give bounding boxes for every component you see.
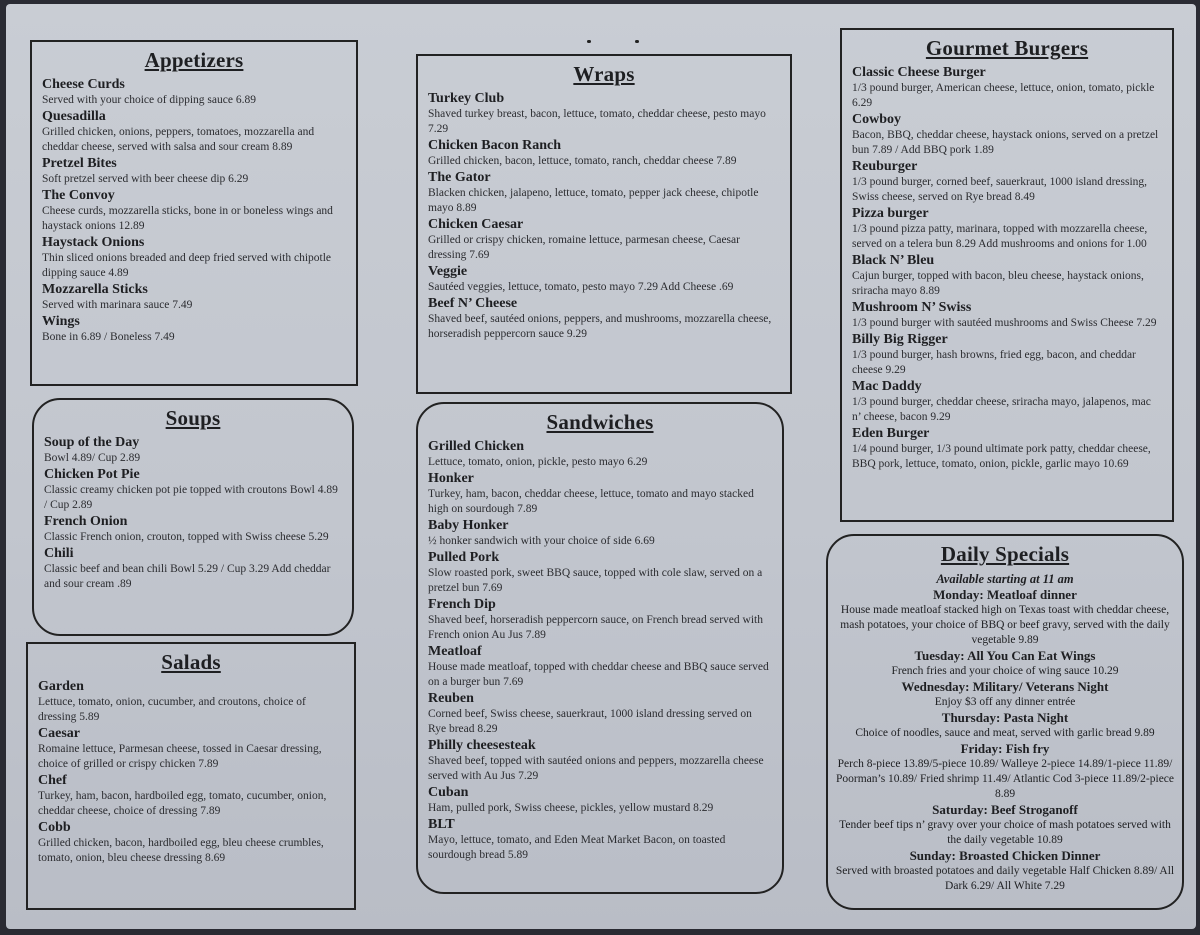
specials-availability: Available starting at 11 am (936, 572, 1074, 586)
sandwiches-section (416, 402, 784, 894)
menu-item (852, 379, 1162, 425)
specials-list (832, 587, 1178, 894)
menu-item-description: 1/3 pound burger, hash browns, fried egg, bacon, and cheddar cheese 9.29 (852, 349, 1136, 376)
menu-item-description: Lettuce, tomato, onion, cucumber, and croutons, choice of dressing 5.89 (38, 696, 306, 723)
menu-item-name: Cobb (38, 820, 71, 835)
menu-item (44, 514, 342, 545)
menu-item-description: Bacon, BBQ, cheddar cheese, haystack onions, served on a pretzel bun 7.89 / Add BBQ pork 1.89 (852, 129, 1159, 156)
burgers-list (852, 65, 1162, 472)
salads-list (38, 679, 344, 866)
menu-item (428, 644, 772, 690)
menu-item (428, 91, 780, 137)
special-day-description: Perch 8-piece 13.89/5-piece 10.89/ Walleye 2-piece 14.89/1-piece 11.89/ Poorman’s 10.89/ Fried shrimp 11.49/ Atlantic Cod 3-piece 11.89/2-piece 8.89 (835, 758, 1175, 800)
menu-item-name: Classic Cheese Burger (852, 65, 986, 80)
menu-item (42, 235, 346, 281)
menu-item-name: French Dip (428, 597, 496, 612)
menu-item-name: Cuban (428, 785, 469, 800)
menu-item (428, 439, 772, 470)
specials-title: Daily Specials (940, 542, 1070, 566)
menu-item-description: Thin sliced onions breaded and deep fried served with chipotle dipping sauce 4.89 (42, 252, 332, 279)
wraps-list (428, 91, 780, 342)
menu-item-description: House made meatloaf, topped with cheddar cheese and BBQ sauce served on a burger bun 7.69 (428, 661, 769, 688)
menu-item-description: Shaved beef, horseradish peppercorn sauce, on French bread served with French onion Au Jus 7.89 (428, 614, 763, 641)
menu-item (852, 300, 1162, 331)
menu-item-description: 1/3 pound burger, corned beef, sauerkraut, 1000 island dressing, Swiss cheese, served on Rye bread 8.49 (852, 176, 1148, 203)
wraps-section (416, 54, 792, 394)
menu-item-name: Wings (42, 314, 80, 329)
menu-item-description: Blacken chicken, jalapeno, lettuce, tomato, pepper jack cheese, chipotle mayo 8.89 (428, 187, 759, 214)
menu-item (42, 314, 346, 345)
special-day-heading: Saturday: Beef Stroganoff (932, 802, 1078, 817)
menu-item-description: Served with marinara sauce 7.49 (42, 299, 193, 311)
menu-item-description: Corned beef, Swiss cheese, sauerkraut, 1000 island dressing served on Rye bread 8.29 (428, 708, 752, 735)
menu-item-name: Garden (38, 679, 84, 694)
menu-item-name: Chicken Caesar (428, 217, 524, 232)
fold-mark (587, 40, 591, 43)
menu-item-description: 1/3 pound burger with sautéed mushrooms and Swiss Cheese 7.29 (852, 317, 1157, 329)
special-day (832, 587, 1178, 648)
menu-item-name: Chili (44, 546, 74, 561)
menu-item-description: Slow roasted pork, sweet BBQ sauce, topped with cole slaw, served on a pretzel bun 7.69 (428, 567, 763, 594)
menu-item-name: Baby Honker (428, 518, 509, 533)
menu-item (852, 206, 1162, 252)
burgers-title: Gourmet Burgers (925, 36, 1089, 60)
menu-item (428, 296, 780, 342)
salads-title: Salads (161, 650, 221, 674)
menu-item-name: Caesar (38, 726, 80, 741)
menu-item-name: Mac Daddy (852, 379, 922, 394)
menu-item-name: Chicken Bacon Ranch (428, 138, 562, 153)
menu-item-name: Beef N’ Cheese (428, 296, 518, 311)
burgers-section (840, 28, 1174, 522)
menu-item-description: Grilled chicken, onions, peppers, tomatoes, mozzarella and cheddar cheese, served with salsa and sour cream 8.89 (42, 126, 315, 153)
special-day (832, 848, 1178, 894)
menu-item-description: Turkey, ham, bacon, hardboiled egg, tomato, cucumber, onion, cheddar cheese, choice of dressing 7.89 (38, 790, 327, 817)
menu-item (428, 518, 772, 549)
menu-item-name: Honker (428, 471, 474, 486)
special-day (832, 648, 1178, 679)
special-day (832, 679, 1178, 710)
special-day-heading: Monday: Meatloaf dinner (933, 587, 1077, 602)
menu-item (428, 138, 780, 169)
menu-item-description: 1/3 pound pizza patty, marinara, topped with mozzarella cheese, served on a telera bun 8.29 Add mushrooms and onions for 1.00 (852, 223, 1148, 250)
menu-item (852, 426, 1162, 472)
special-day (832, 741, 1178, 802)
menu-item (428, 785, 772, 816)
menu-item-name: Chicken Pot Pie (44, 467, 140, 482)
menu-item-name: French Onion (44, 514, 128, 529)
menu-item (44, 435, 342, 466)
soups-list (44, 435, 342, 592)
soups-section (32, 398, 354, 636)
menu-item (44, 467, 342, 513)
specials-section (826, 534, 1184, 910)
menu-item-name: Cheese Curds (42, 77, 125, 92)
menu-item-name: Meatloaf (428, 644, 482, 659)
special-day (832, 710, 1178, 741)
menu-item (42, 188, 346, 234)
menu-item-description: Mayo, lettuce, tomato, and Eden Meat Market Bacon, on toasted sourdough bread 5.89 (428, 834, 726, 861)
menu-item-description: Cheese curds, mozzarella sticks, bone in or boneless wings and haystack onions 12.89 (42, 205, 333, 232)
menu-item-description: Grilled or crispy chicken, romaine lettuce, parmesan cheese, Caesar dressing 7.69 (428, 234, 740, 261)
menu-item-description: Soft pretzel served with beer cheese dip 6.29 (42, 173, 249, 185)
special-day-heading: Thursday: Pasta Night (941, 710, 1069, 725)
menu-item (42, 156, 346, 187)
menu-item (428, 738, 772, 784)
menu-item-description: Lettuce, tomato, onion, pickle, pesto mayo 6.29 (428, 456, 648, 468)
menu-item-name: Philly cheesesteak (428, 738, 536, 753)
sandwiches-list (428, 439, 772, 863)
sandwiches-title: Sandwiches (546, 410, 654, 434)
menu-item (428, 264, 780, 295)
menu-item-name: Pizza burger (852, 206, 929, 221)
menu-item-name: Chef (38, 773, 67, 788)
menu-item-description: 1/4 pound burger, 1/3 pound ultimate pork patty, cheddar cheese, BBQ pork, lettuce, tomato, onion, pickle, garlic mayo 10.69 (852, 443, 1151, 470)
salads-section (26, 642, 356, 910)
menu-item-description: ½ honker sandwich with your choice of side 6.69 (428, 535, 655, 547)
menu-item-name: Veggie (428, 264, 468, 279)
menu-item-name: Mushroom N’ Swiss (852, 300, 972, 315)
menu-item (38, 820, 344, 866)
special-day (832, 802, 1178, 848)
menu-item-name: Quesadilla (42, 109, 106, 124)
menu-item (428, 550, 772, 596)
menu-item-name: Mozzarella Sticks (42, 282, 148, 297)
special-day-heading: Tuesday: All You Can Eat Wings (914, 648, 1096, 663)
menu-item (42, 109, 346, 155)
fold-mark (635, 40, 639, 43)
menu-item-description: Sautéed veggies, lettuce, tomato, pesto mayo 7.29 Add Cheese .69 (428, 281, 734, 293)
menu-item-name: Reuben (428, 691, 474, 706)
menu-item-name: The Gator (428, 170, 491, 185)
wraps-title: Wraps (573, 62, 635, 86)
soups-title: Soups (165, 406, 221, 430)
appetizers-section (30, 40, 358, 386)
menu-item-name: Pretzel Bites (42, 156, 117, 171)
menu-item-description: Turkey, ham, bacon, cheddar cheese, lettuce, tomato and mayo stacked high on sourdough 7.89 (428, 488, 754, 515)
menu-item (428, 471, 772, 517)
menu-item-name: Cowboy (852, 112, 902, 127)
menu-item (42, 77, 346, 108)
menu-item-description: Served with your choice of dipping sauce 6.89 (42, 94, 256, 106)
menu-item-name: Reuburger (852, 159, 918, 174)
menu-item (428, 170, 780, 216)
menu-item-name: Turkey Club (428, 91, 505, 106)
menu-item-description: Shaved beef, topped with sautéed onions and peppers, mozzarella cheese served with Au Jus 7.29 (428, 755, 764, 782)
menu-item-description: 1/3 pound burger, cheddar cheese, sriracha mayo, jalapenos, mac n’ cheese, bacon 9.29 (852, 396, 1151, 423)
menu-item (852, 65, 1162, 111)
menu-item-description: Cajun burger, topped with bacon, bleu cheese, haystack onions, sriracha mayo 8.89 (852, 270, 1144, 297)
menu-item (852, 159, 1162, 205)
menu-item-description: Bone in 6.89 / Boneless 7.49 (42, 331, 175, 343)
menu-item-name: Eden Burger (852, 426, 930, 441)
menu-item-name: Pulled Pork (428, 550, 500, 565)
special-day-heading: Sunday: Broasted Chicken Dinner (909, 848, 1101, 863)
special-day-description: Enjoy $3 off any dinner entrée (934, 696, 1076, 708)
menu-item-name: Grilled Chicken (428, 439, 525, 454)
menu-item (38, 773, 344, 819)
menu-item-description: Classic creamy chicken pot pie topped with croutons Bowl 4.89 / Cup 2.89 (44, 484, 338, 511)
menu-item-name: Black N’ Bleu (852, 253, 935, 268)
menu-item (44, 546, 342, 592)
menu-item-description: Classic French onion, crouton, topped with Swiss cheese 5.29 (44, 531, 329, 543)
special-day-description: Tender beef tips n’ gravy over your choice of mash potatoes served with the daily vegetable 10.89 (839, 819, 1171, 846)
menu-item (428, 217, 780, 263)
menu-item-description: Shaved turkey breast, bacon, lettuce, tomato, cheddar cheese, pesto mayo 7.29 (428, 108, 766, 135)
special-day-description: House made meatloaf stacked high on Texas toast with cheddar cheese, mash potatoes, your choice of BBQ or beef gravy, served with the daily vegetable 9.89 (840, 604, 1170, 646)
appetizers-title: Appetizers (144, 48, 244, 72)
special-day-heading: Friday: Fish fry (960, 741, 1050, 756)
menu-item (852, 332, 1162, 378)
menu-item (852, 112, 1162, 158)
appetizers-list (42, 77, 346, 345)
menu-item-name: BLT (428, 817, 455, 832)
menu-item-name: The Convoy (42, 188, 115, 203)
menu-item (428, 597, 772, 643)
special-day-description: French fries and your choice of wing sauce 10.29 (891, 665, 1119, 677)
menu-item-description: Grilled chicken, bacon, lettuce, tomato, ranch, cheddar cheese 7.89 (428, 155, 737, 167)
menu-paper (6, 4, 1196, 929)
menu-item-name: Soup of the Day (44, 435, 140, 450)
special-day-description: Served with broasted potatoes and daily vegetable Half Chicken 8.89/ All Dark 6.29/ All White 7.29 (835, 865, 1175, 892)
menu-item-description: Ham, pulled pork, Swiss cheese, pickles, yellow mustard 8.29 (428, 802, 714, 814)
menu-item-description: Classic beef and bean chili Bowl 5.29 / Cup 3.29 Add cheddar and sour cream .89 (44, 563, 331, 590)
menu-item (852, 253, 1162, 299)
menu-item (38, 726, 344, 772)
menu-item-name: Billy Big Rigger (852, 332, 948, 347)
menu-item-description: 1/3 pound burger, American cheese, lettuce, onion, tomato, pickle 6.29 (852, 82, 1155, 109)
menu-item-description: Grilled chicken, bacon, hardboiled egg, bleu cheese crumbles, tomato, onion, bleu cheese dressing 8.69 (38, 837, 324, 864)
menu-item-description: Shaved beef, sautéed onions, peppers, and mushrooms, mozzarella cheese, horseradish peppercorn sauce 9.29 (428, 313, 772, 340)
special-day-description: Choice of noodles, sauce and meat, served with garlic bread 9.89 (855, 727, 1155, 739)
menu-item-description: Bowl 4.89/ Cup 2.89 (44, 452, 141, 464)
menu-item (38, 679, 344, 725)
menu-item-description: Romaine lettuce, Parmesan cheese, tossed in Caesar dressing, choice of grilled or crispy chicken 7.89 (38, 743, 322, 770)
menu-item-name: Haystack Onions (42, 235, 145, 250)
menu-item (42, 282, 346, 313)
menu-item (428, 817, 772, 863)
menu-item (428, 691, 772, 737)
special-day-heading: Wednesday: Military/ Veterans Night (901, 679, 1109, 694)
